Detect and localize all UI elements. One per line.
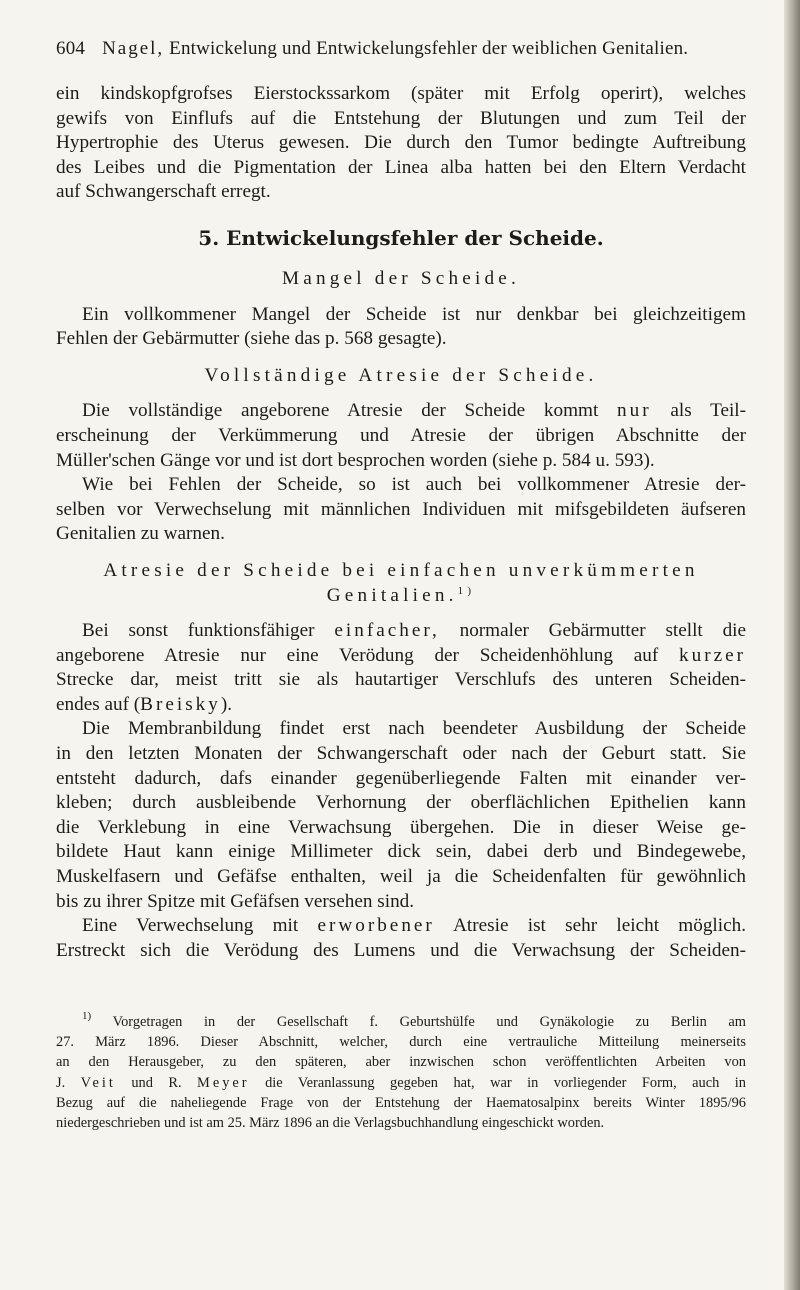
text-line: endes auf (Breisky). xyxy=(56,693,233,715)
text-line: Bei sonst funktionsfähiger einfacher, normaler Gebärmutter stellt die xyxy=(82,620,747,642)
text-line: Hypertrophie des Uterus gewesen. Die durch den Tumor bedingte Auftreibung xyxy=(56,132,746,154)
text-line: angeborene Atresie nur eine Verödung der Scheidenhöhlung auf kurzer xyxy=(56,644,746,666)
paragraph-einfach xyxy=(56,619,746,717)
footnote-ref: 1) xyxy=(457,584,476,597)
text-line: auf Schwangerschaft erregt. xyxy=(56,181,271,203)
running-header xyxy=(56,38,746,60)
text-line: Fehlen der Gebärmutter (siehe das p. 568 gesagte). xyxy=(56,328,447,350)
paragraph-atresie xyxy=(56,399,746,473)
header-title: Entwickelung und Entwickelungsfehler der weiblichen Genitalien. xyxy=(169,38,689,59)
text-line: Die Membranbildung findet erst nach beendeter Ausbildung der Scheide xyxy=(82,718,746,740)
emphasis-spaced: kurzer xyxy=(679,644,746,666)
page-edge-shadow xyxy=(784,0,800,1290)
paragraph-verwechselung xyxy=(56,914,746,963)
text-line: erscheinung der Verkümmerung und Atresie der übrigen Abschnitte der xyxy=(56,424,746,446)
text-line: Eine Verwechselung mit erworbener Atresie ist sehr leicht möglich. xyxy=(82,915,746,937)
text-line: Die vollständige angeborene Atresie der Scheide kommt nur als Teil- xyxy=(82,400,747,422)
text-line: Wie bei Fehlen der Scheide, so ist auch bei vollkommener Atresie der- xyxy=(82,474,746,496)
subheading-einfach: Atresie der Scheide bei einfachen unverkümmerten xyxy=(103,559,699,581)
text-line: Strecke dar, meist tritt sie als hautartiger Verschlufs des unteren Scheiden- xyxy=(56,669,746,691)
section-heading: 5. Entwickelungsfehler der Scheide. xyxy=(198,225,604,250)
emphasis-spaced: erworbener xyxy=(317,915,435,937)
text-line: Genitalien zu warnen. xyxy=(56,523,225,545)
footnote-line: 27. März 1896. Dieser Abschnitt, welcher, durch eine vertrauliche Mitteilung meinerseits xyxy=(56,1034,746,1051)
author-name: Veit xyxy=(80,1074,116,1091)
footnote xyxy=(56,1012,746,1133)
text-line: gewifs von Einflufs auf die Entstehung der Blutungen und zum Teil der xyxy=(56,107,746,129)
text-line: kleben; durch ausbleibende Verhornung der oberflächlichen Epithelien kann xyxy=(56,792,746,814)
text-line: die Verklebung in eine Verwachsung übergehen. Die in dieser Weise ge- xyxy=(56,816,746,838)
paragraph-warning xyxy=(56,473,746,547)
subheading-mangel: Mangel der Scheide. xyxy=(281,267,521,289)
paragraph-membran xyxy=(56,717,746,914)
text-line: Erstreckt sich die Verödung des Lumens und die Verwachsung der Scheiden- xyxy=(56,939,746,961)
emphasis-spaced: nur xyxy=(617,400,652,422)
subheading-einfach-cont: Genitalien.$^{1)}$ xyxy=(326,584,476,606)
emphasis-spaced: einfacher, xyxy=(334,620,440,642)
text-line: Müller'schen Gänge vor und ist dort besprochen worden (siehe p. 584 u. 593). xyxy=(56,449,655,471)
text-line: bis zu ihrer Spitze mit Gefäfsen versehen sind. xyxy=(56,890,415,912)
footnote-line: J. Veit und R. Meyer die Veranlassung gegeben hat, war in vorliegender Form, auch in xyxy=(56,1074,746,1091)
header-author: Nagel, xyxy=(102,38,165,59)
text-line: ein kindskopfgrofses Eierstockssarkom (später mit Erfolg operirt), welches xyxy=(56,83,746,104)
main-text xyxy=(56,82,746,963)
page-number: 604 xyxy=(56,38,86,59)
text-line: entsteht dadurch, dafs einander gegenüberliegende Falten mit einander ver- xyxy=(56,767,746,789)
text-line: bildete Haut kann einige Millimeter dick sein, dabei derb und Bindegewebe, xyxy=(56,841,746,863)
paragraph-continuation xyxy=(56,82,746,205)
footnote-line: an den Herausgeber, zu den späteren, aber inzwischen schon veröffentlichten Arbeiten von xyxy=(56,1054,746,1071)
text-line: Ein vollkommener Mangel der Scheide ist nur denkbar bei gleichzeitigem xyxy=(82,303,746,325)
text-line: des Leibes und die Pigmentation der Linea alba hatten bei den Eltern Verdacht xyxy=(56,156,746,178)
author-name: Meyer xyxy=(197,1074,250,1091)
footnote-line: niedergeschrieben und ist am 25. März 1896 an die Verlagsbuchhandlung eingeschickt worden. xyxy=(56,1114,605,1131)
subheading-atresie: Vollständige Atresie der Scheide. xyxy=(204,364,598,386)
text-line: in den letzten Monaten der Schwangerschaft oder nach der Geburt statt. Sie xyxy=(56,743,746,765)
author-name: Breisky xyxy=(140,693,221,715)
paragraph-mangel xyxy=(56,303,746,352)
footnote-line: $^{1)}$ Vorgetragen in der Gesellschaft f. Geburtshülfe und Gynäkologie zu Berlin am xyxy=(82,1010,747,1030)
text-line: Muskelfasern und Gefäfse enthalten, weil ja die Scheidenfalten für gewöhnlich xyxy=(56,866,746,888)
footnote-line: Bezug auf die naheliegende Frage von der Entstehung der Haematosalpinx bereits Winter 1895/96 xyxy=(56,1094,746,1111)
footnote-mark: 1) xyxy=(82,1010,92,1022)
text-line: selben vor Verwechselung mit männlichen Individuen mit mifsgebildeten äufseren xyxy=(56,498,746,520)
